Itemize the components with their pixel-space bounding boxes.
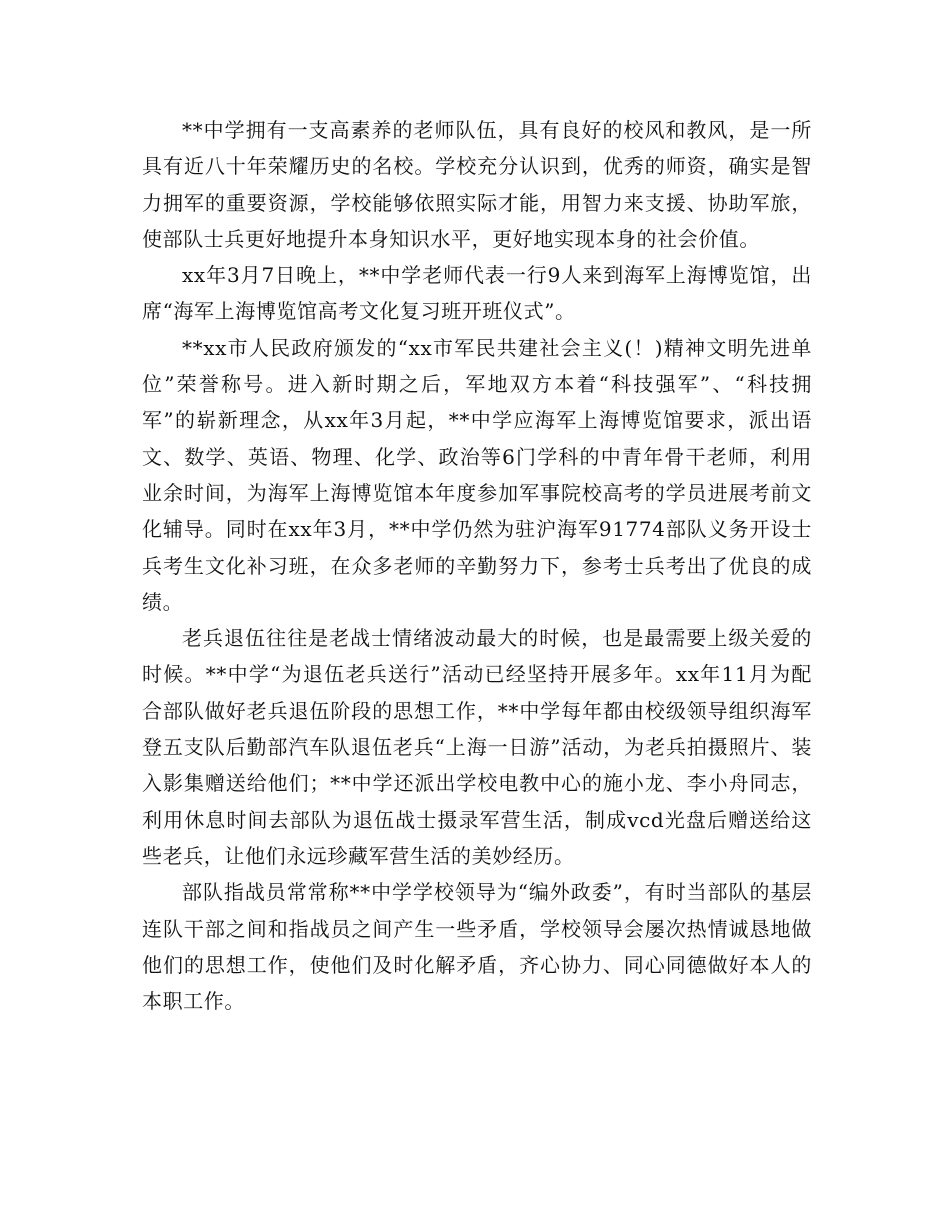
paragraph-3: **xx市人民政府颁发的“xx市军民共建社会主义(！)精神文明先进单位”荣誉称号。进入新时期之后，军地双方本着“科技强军”、“科技拥军”的崭新理念，从xx年3月起，**中学应海军上海博览馆要求，派出语文、数学、英语、物理、化学、政治等6门学科的中青年骨干老师，利用业余时间，为海军上海博览馆本年度参加军事院校高考的学员进展考前文化辅导。同时在xx年3月，**中学仍然为驻沪海军91774部队义务开设士兵考生文化补习班，在众多老师的辛勤努力下，参考士兵考出了优良的成绩。	[142, 335, 812, 614]
paragraph-4: 老兵退伍往往是老战士情绪波动最大的时候，也是最需要上级关爱的时候。**中学“为退伍老兵送行”活动已经坚持开展多年。xx年11月为配合部队做好老兵退伍阶段的思想工作，**中学每年都由校级领导组织海军登五支队后勤部汽车队退伍老兵“上海一日游”活动，为老兵拍摄照片、装入影集赠送给他们；**中学还派出学校电教中心的施小龙、李小舟同志，利用休息时间去部队为退伍战士摄录军营生活，制成vcd光盘后赠送给这些老兵，让他们永远珍藏军营生活的美妙经历。	[142, 626, 812, 868]
document-body	[142, 112, 812, 1019]
paragraph-5: 部队指战员常常称**中学学校领导为“编外政委”，有时当部队的基层连队干部之间和指战员之间产生一些矛盾，学校领导会屡次热情诚恳地做他们的思想工作，使他们及时化解矛盾，齐心协力、同心同德做好本人的本职工作。	[142, 880, 812, 1014]
paragraph-1: **中学拥有一支高素养的老师队伍，具有良好的校风和教风，是一所具有近八十年荣耀历史的名校。学校充分认识到，优秀的师资，确实是智力拥军的重要资源，学校能够依照实际才能，用智力来支援、协助军旅，使部队士兵更好地提升本身知识水平，更好地实现本身的社会价值。	[142, 118, 812, 251]
paragraph-2: xx年3月7日晚上，**中学老师代表一行9人来到海军上海博览馆，出席“海军上海博览馆高考文化复习班开班仪式”。	[142, 263, 812, 324]
